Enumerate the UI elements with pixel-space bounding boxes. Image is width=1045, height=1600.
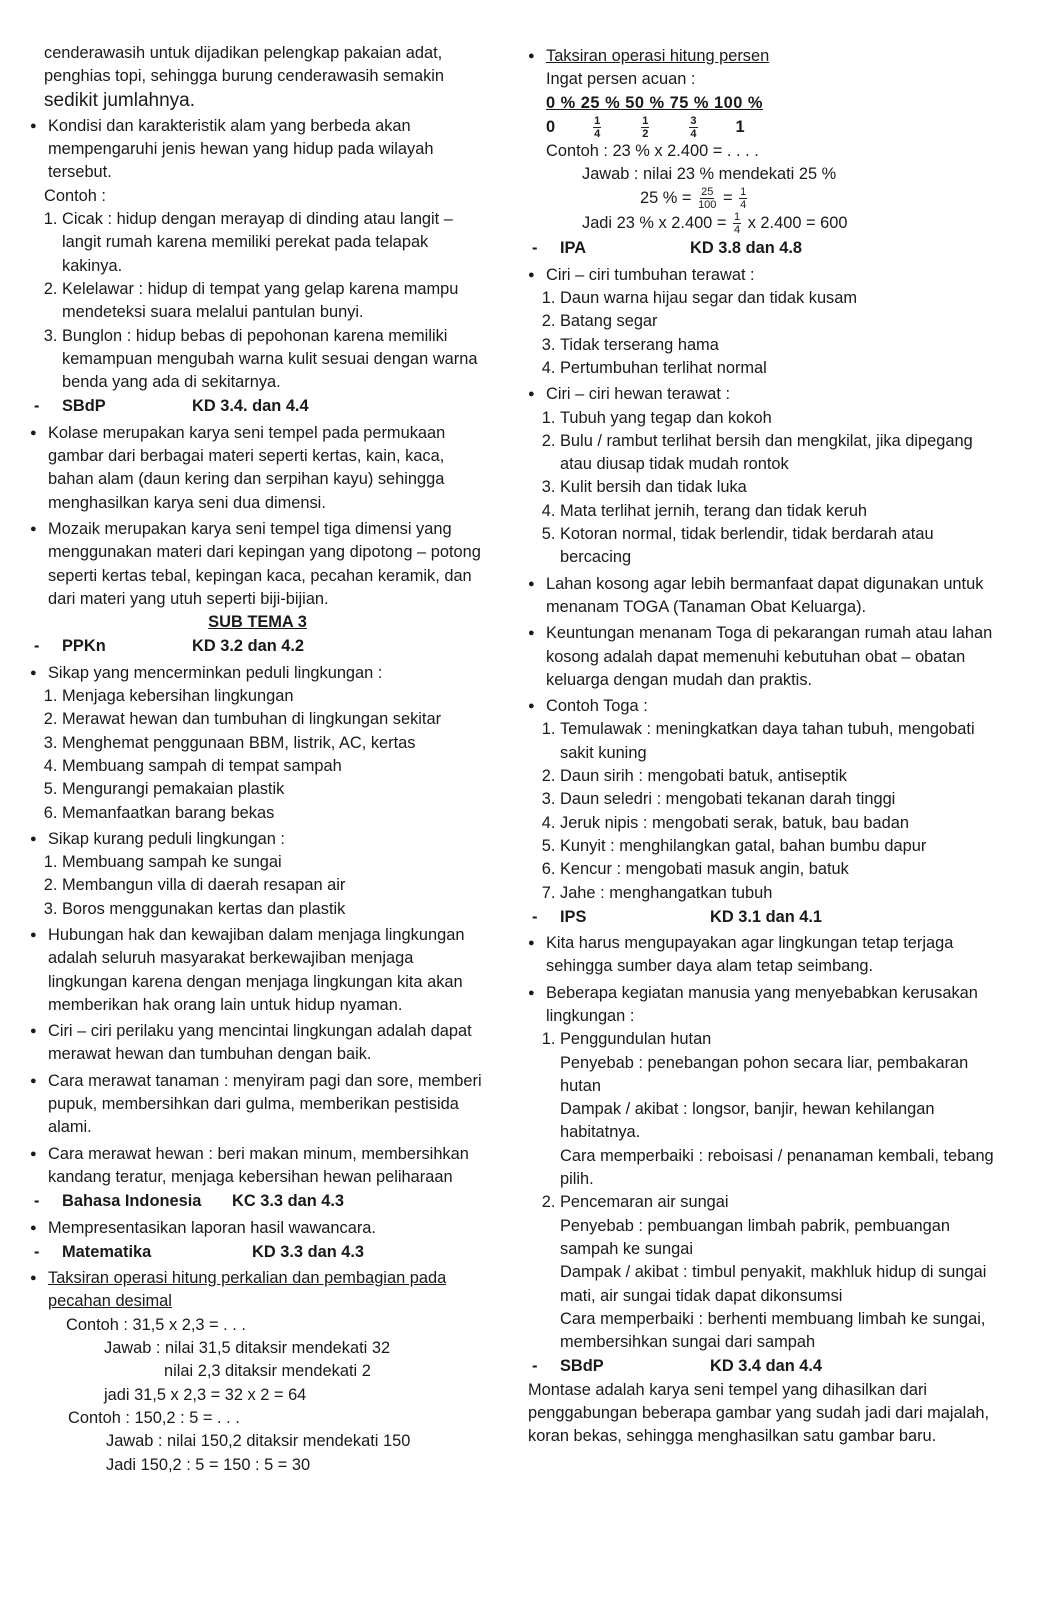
peduli-list [30, 685, 485, 825]
intro-text: cenderawasih untuk dijadikan pelengkap pakaian adat, penghias topi, sehingga burung cenderawasih semakin [44, 44, 445, 86]
percent-scale [528, 92, 998, 140]
jawab-2: Jawab : nilai 150,2 ditaksir mendekati 150 [106, 1432, 411, 1451]
list-item: 2. Kelelawar : hidup di tempat yang gelap karena mampu mendeteksi suara melalui pantulan bunyi. [62, 278, 485, 325]
contoh-1: Contoh : 31,5 x 2,3 = . . . [66, 1315, 246, 1334]
list-item: 1. Penggundulan hutan Penyebab : penebangan pohon secara liar, pembakaran hutan Dampak / akibat : longsor, banjir, hewan kehilangan habitatnya. Cara memperbaiki : reboisasi / penanaman kembali, tebang pilih. [560, 1028, 998, 1191]
percent-scale-top: 0 % 25 % 50 % 75 % 100 % [546, 93, 764, 112]
scale-zero: 0 [546, 117, 556, 136]
subject-name: SBdP [560, 1357, 604, 1376]
subject-dash: - [532, 907, 538, 926]
jawab-persen: Jawab : nilai 23 % mendekati 25 % [582, 165, 837, 184]
subject-dash: - [34, 397, 40, 416]
kurang-title: ● Sikap kurang peduli lingkungan : [30, 828, 485, 851]
list-item: 2. Pencemaran air sungai Penyebab : pembuangan limbah pabrik, pembuangan sampah ke sungai Dampak / akibat : timbul penyakit, makhluk hidup di sungai mati, air sungai tidak dapat dikonsumsi Cara memperbaiki : berhenti membuang limbah ke sungai, membersihkan sungai dari sampah [560, 1191, 998, 1354]
kegiatan-bullet: ● Beberapa kegiatan manusia yang menyebabkan kerusakan lingkungan : [528, 982, 998, 1029]
fraction-25-100: $\frac{25}{100}$ [698, 186, 717, 212]
jawab-1a: Jawab : nilai 31,5 ditaksir mendekati 32 [104, 1339, 391, 1358]
subject-heading-sbdp [30, 395, 485, 418]
list-item: 1. Menjaga kebersihan lingkungan [62, 685, 485, 708]
subject-kd: KC 3.3 dan 4.3 [232, 1192, 345, 1211]
list-item: 3. Daun seledri : mengobati tekanan darah tinggi [560, 788, 998, 811]
list-item: 1. Tubuh yang tegap dan kokoh [560, 407, 998, 430]
list-item: 3. Kulit bersih dan tidak luka [560, 476, 998, 499]
toga-list [528, 718, 998, 904]
list-item: 3. Boros menggunakan kertas dan plastik [62, 898, 485, 921]
equation-quarter: 25 % = $\frac{25}{100}$ = $\frac{1}{4}$ [640, 186, 747, 212]
subject-heading-bindo [30, 1190, 485, 1213]
jadi-persen: Jadi 23 % x 2.400 = $\frac{1}{4}$ x 2.400 = 600 [582, 211, 848, 237]
list-item: 5. Kunyit : menghilangkan gatal, bahan bumbu dapur [560, 835, 998, 858]
list-item: 1. Temulawak : meningkatkan daya tahan tubuh, mengobati sakit kuning [560, 718, 998, 765]
list-item: 2. Membangun villa di daerah resapan air [62, 874, 485, 897]
list-item: 5. Mengurangi pemakaian plastik [62, 778, 485, 801]
list-item: 4. Pertumbuhan terlihat normal [560, 357, 998, 380]
subject-dash: - [34, 637, 40, 656]
list-item: 2. Daun sirih : mengobati batuk, antiseptik [560, 765, 998, 788]
subject-kd: KD 3.2 dan 4.2 [192, 637, 305, 656]
kolase-bullet: ● Kolase merupakan karya seni tempel pada permukaan gambar dari berbagai materi seperti kertas, kain, kaca, bahan alam (daun kering dan serpihan kayu) sehingga menghasilkan karya seni dua dimensi. [30, 422, 485, 515]
right-column [528, 42, 998, 1449]
subject-kd: KD 3.3 dan 4.3 [252, 1242, 365, 1261]
jadi-2: Jadi 150,2 : 5 = 150 : 5 = 30 [106, 1455, 311, 1474]
subject-name: Matematika [62, 1242, 152, 1261]
fraction-1-4: $\frac{1}{4}$ [740, 186, 747, 212]
contoh-label: Contoh : [44, 186, 106, 205]
subject-name: IPA [560, 239, 587, 258]
jawab-1b: nilai 2,3 ditaksir mendekati 2 [164, 1362, 371, 1381]
contoh-persen: Contoh : 23 % x 2.400 = . . . . [546, 141, 759, 160]
mozaik-bullet: ● Mozaik merupakan karya seni tempel tiga dimensi yang menggunakan materi dari kepingan yang dipotong – potong seperti kertas tebal, kepingan kaca, pecahan keramik, dan dari materi yang utuh seperti biji-bijian. [30, 518, 485, 611]
list-item: 3. Tidak terserang hama [560, 334, 998, 357]
cara-hewan-bullet: ● Cara merawat hewan : beri makan minum, membersihkan kandang teratur, menjaga kebersihan hewan peliharaan [30, 1143, 485, 1190]
subject-kd: KD 3.4. dan 4.4 [192, 397, 309, 416]
percent-scale-bottom [546, 115, 998, 140]
list-item: 6. Kencur : mengobati masuk angin, batuk [560, 858, 998, 881]
list-item: 1. Cicak : hidup dengan merayap di dinding atau langit – langit rumah karena memiliki perekat pada telapak kakinya. [62, 208, 485, 278]
kita-bullet: ● Kita harus mengupayakan agar lingkungan tetap terjaga sehingga sumber daya alam tetap seimbang. [528, 932, 998, 979]
subject-kd: KD 3.4 dan 4.4 [710, 1357, 823, 1376]
list-item: 4. Jeruk nipis : mengobati serak, batuk, bau badan [560, 812, 998, 835]
subject-heading-matematika [30, 1241, 485, 1264]
list-item: 4. Membuang sampah di tempat sampah [62, 755, 485, 778]
fraction-half: $\frac{1}{2}$ [642, 114, 649, 140]
contoh-2: Contoh : 150,2 : 5 = . . . [68, 1408, 240, 1427]
ciri-perilaku-bullet: ● Ciri – ciri perilaku yang mencintai lingkungan adalah dapat merawat hewan dan tumbuhan dengan baik. [30, 1020, 485, 1067]
hewan-title: ● Ciri – ciri hewan terawat : [528, 383, 998, 406]
subject-heading-ipa [528, 237, 998, 260]
toga-title: ● Contoh Toga : [528, 695, 998, 718]
kerusakan-list [528, 1028, 998, 1354]
list-item: 3. Menghemat penggunaan BBM, listrik, AC, kertas [62, 732, 485, 755]
kondisi-bullet: ● Kondisi dan karakteristik alam yang berbeda akan mempengaruhi jenis hewan yang hidup pada wilayah tersebut. [30, 115, 485, 185]
subject-name: PPKn [62, 637, 106, 656]
list-item: 5. Kotoran normal, tidak berlendir, tidak berdarah atau bercacing [560, 523, 998, 570]
peduli-title: ● Sikap yang mencerminkan peduli lingkungan : [30, 662, 485, 685]
subject-dash: - [532, 239, 538, 258]
left-column [30, 42, 485, 1477]
list-item: 3. Bunglon : hidup bebas di pepohonan karena memiliki kemampuan mengubah warna kulit sesuai dengan warna benda yang ada di sekitarnya. [62, 325, 485, 395]
list-item: 2. Merawat hewan dan tumbuhan di lingkungan sekitar [62, 708, 485, 731]
kurang-list [30, 851, 485, 921]
montase-paragraph: Montase adalah karya seni tempel yang dihasilkan dari penggabungan beberapa gambar yang sudah jadi dari majalah, koran bekas, sehingga menghasilkan satu gambar baru. [528, 1380, 990, 1446]
subject-heading-ppkn [30, 635, 485, 658]
hewan-terawat-list [528, 407, 998, 570]
fraction-quarter: $\frac{1}{4}$ [594, 114, 601, 140]
tumbuhan-title: ● Ciri – ciri tumbuhan terawat : [528, 264, 998, 287]
scale-one: 1 [735, 117, 745, 136]
list-item: 1. Membuang sampah ke sungai [62, 851, 485, 874]
list-item: 7. Jahe : menghangatkan tubuh [560, 882, 998, 905]
fraction-1-4: $\frac{1}{4}$ [734, 211, 741, 237]
cara-tanaman-bullet: ● Cara merawat tanaman : menyiram pagi dan sore, memberi pupuk, membersihkan dari gulma, memberikan pestisida alami. [30, 1070, 485, 1140]
subject-heading-sbdp-2 [528, 1355, 998, 1378]
keuntungan-bullet: ● Keuntungan menanam Toga di pekarangan rumah atau lahan kosong adalah dapat memenuhi kebutuhan obat – obatan keluarga dengan mudah dan praktis. [528, 622, 998, 692]
intro-text-large: sedikit jumlahnya. [44, 89, 196, 111]
subject-dash: - [34, 1192, 40, 1211]
subject-kd: KD 3.8 dan 4.8 [690, 239, 803, 258]
list-item: 6. Memanfaatkan barang bekas [62, 802, 485, 825]
taksiran-title: ● Taksiran operasi hitung perkalian dan pembagian pada pecahan desimal [30, 1267, 485, 1314]
tumbuhan-list [528, 287, 998, 380]
list-item: 4. Mata terlihat jernih, terang dan tidak keruh [560, 500, 998, 523]
hubungan-bullet: ● Hubungan hak dan kewajiban dalam menjaga lingkungan adalah seluruh masyarakat berkewajiban menjaga lingkungan karena dengan menjaga lingkungan kita akan memberikan hak orang lain untuk hidup nyaman. [30, 924, 485, 1017]
subject-heading-ips [528, 906, 998, 929]
subject-dash: - [532, 1357, 538, 1376]
presentasi-bullet: ● Mempresentasikan laporan hasil wawancara. [30, 1217, 485, 1240]
hewan-list [30, 208, 485, 394]
list-item: 2. Bulu / rambut terlihat bersih dan mengkilat, jika dipegang atau diusap tidak mudah rontok [560, 430, 998, 477]
fraction-three-quarter: $\frac{3}{4}$ [690, 114, 697, 140]
ingat-persen: Ingat persen acuan : [546, 70, 696, 89]
subject-dash: - [34, 1242, 40, 1261]
list-item: 1. Daun warna hijau segar dan tidak kusam [560, 287, 998, 310]
subtema-heading: SUB TEMA 3 [208, 613, 307, 632]
subject-name: Bahasa Indonesia [62, 1192, 202, 1211]
jadi-1: jadi 31,5 x 2,3 = 32 x 2 = 64 [104, 1385, 307, 1404]
subject-name: SBdP [62, 397, 106, 416]
subject-kd: KD 3.1 dan 4.1 [710, 907, 823, 926]
list-item: 2. Batang segar [560, 310, 998, 333]
persen-title: ● Taksiran operasi hitung persen [528, 45, 998, 68]
subject-name: IPS [560, 907, 587, 926]
lahan-bullet: ● Lahan kosong agar lebih bermanfaat dapat digunakan untuk menanam TOGA (Tanaman Obat Keluarga). [528, 573, 998, 620]
